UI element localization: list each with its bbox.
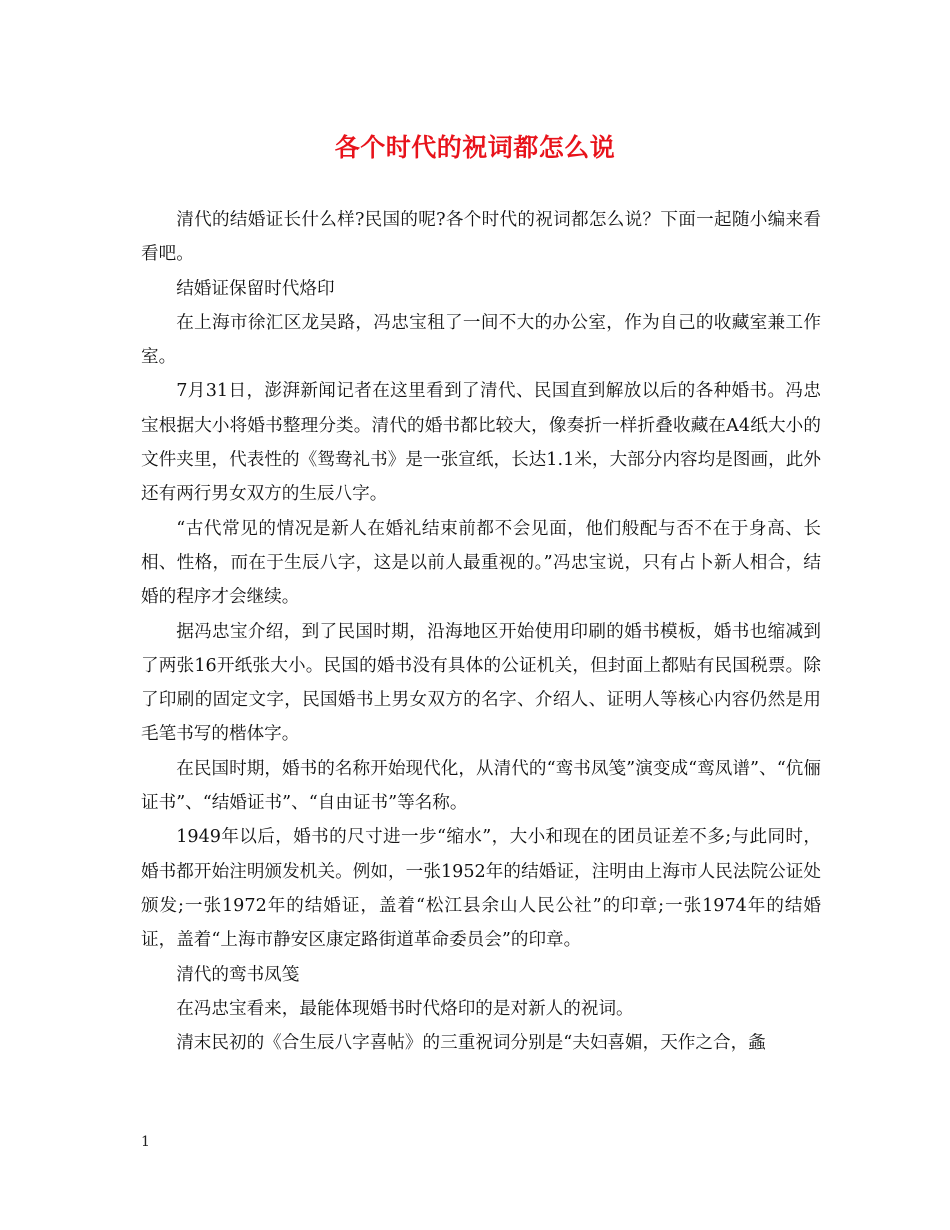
page-number: 1: [141, 1134, 150, 1150]
paragraph-intro: 清代的结婚证长什么样?民国的呢?各个时代的祝词都怎么说？下面一起随小编来看看吧。: [141, 210, 821, 265]
section-heading-qing-letters: 清代的鸾书凤笺: [176, 964, 300, 985]
paragraph-office: 在上海市徐汇区龙吴路，冯忠宝租了一间不大的办公室，作为自己的收藏室兼工作室。: [141, 312, 821, 368]
paragraph-qing-certificates: 7月31日，澎湃新闻记者在这里看到了清代、民国直到解放以后的各种婚书。冯忠宝根据大小将婚书整理分类。清代的婚书都比较大，像奏折一样折叠收藏在A4纸大小的文件夹里，代表性的《鸳鸯礼书》是一张宣纸，长达1.1米，大部分内容均是图画，此外还有两行男女双方的生辰八字。: [141, 381, 821, 505]
paragraph-name-change: 在民国时期，婚书的名称开始现代化，从清代的“鸾书凤笺”演变成“鸾凤谱”、“伉俪证书”、“结婚证书”、“自由证书”等名称。: [141, 758, 821, 814]
document-title: 各个时代的祝词都怎么说: [334, 133, 616, 162]
paragraph-blessings: 在冯忠宝看来，最能体现婚书时代烙印的是对新人的祝词。: [176, 998, 634, 1019]
paragraph-late-qing: 清末民初的《合生辰八字喜帖》的三重祝词分别是“夫妇喜媚，天作之合，螽: [176, 1033, 766, 1054]
paragraph-quote: “古代常见的情况是新人在婚礼结束前都不会见面，他们般配与否不在于身高、长相、性格，而在于生辰八字，这是以前人最重视的。”冯忠宝说，只有占卜新人相合，结婚的程序才会继续。: [141, 518, 821, 608]
paragraph-republic-era: 据冯忠宝介绍，到了民国时期，沿海地区开始使用印刷的婚书模板，婚书也缩减到了两张16开纸张大小。民国的婚书没有具体的公证机关，但封面上都贴有民国税票。除了印刷的固定文字，民国婚书上男女双方的名字、介绍人、证明人等核心内容仍然是用毛笔书写的楷体字。: [141, 621, 821, 745]
document-body: [141, 203, 821, 1060]
paragraph-after-1949: 1949年以后，婚书的尺寸进一步“缩水”，大小和现在的团员证差不多;与此同时，婚书都开始注明颁发机关。例如，一张1952年的结婚证，注明由上海市人民法院公证处颁发;一张1972年的结婚证，盖着“松江县余山人民公社”的印章;一张1974年的结婚证，盖着“上海市静安区康定路街道革命委员会”的印章。: [141, 827, 821, 951]
section-heading-marriage-certificate: 结婚证保留时代烙印: [176, 278, 335, 299]
